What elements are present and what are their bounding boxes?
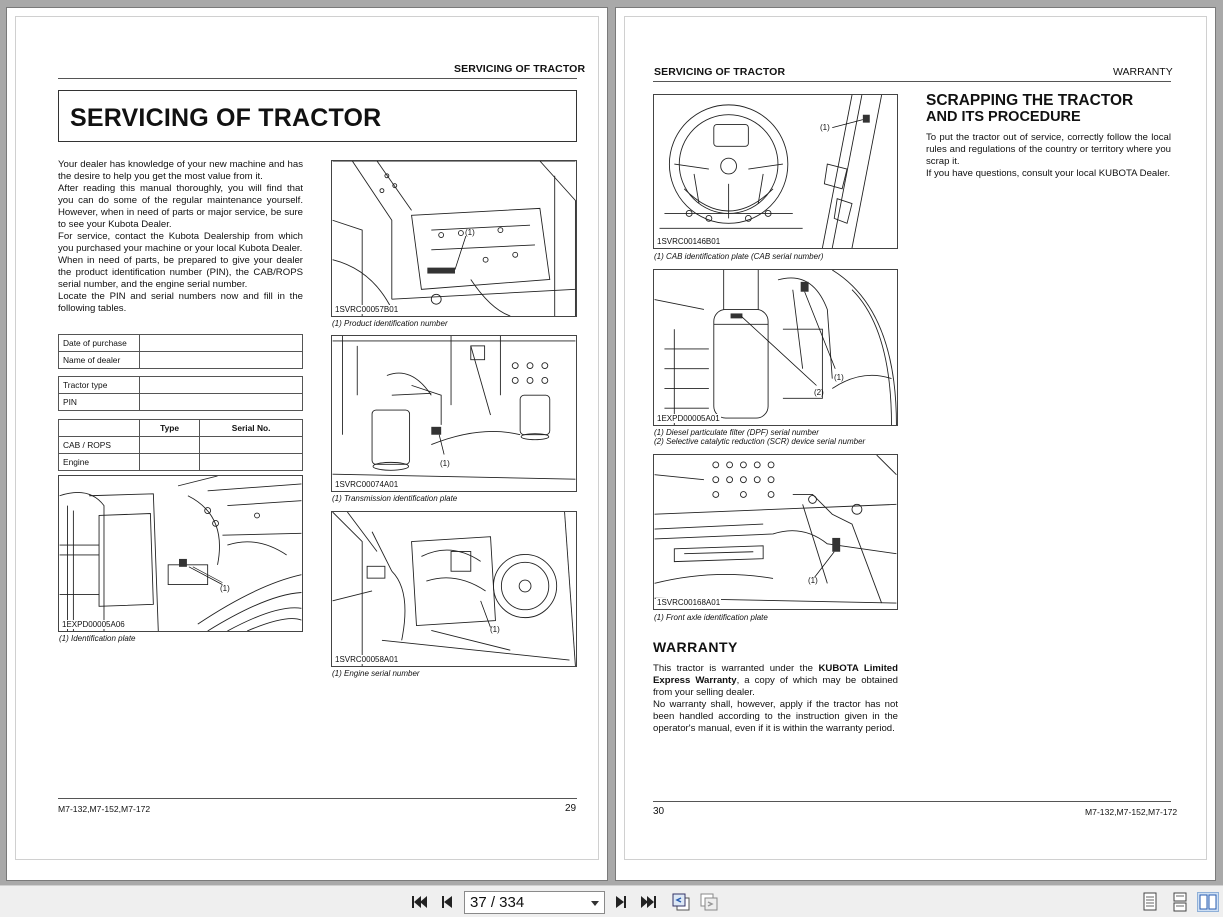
paragraph: If you have questions, consult your local KUBOTA Dealer. — [926, 168, 1171, 179]
page-29 — [6, 7, 608, 881]
paragraph: After reading this manual thoroughly, you will find that you can do some of the regular maintenance yourself. However, when in need of parts or major service, be sure to see your Kubota Dealer. — [58, 183, 303, 230]
table-cell[interactable] — [140, 335, 303, 352]
figure-code: 1SVRC00168A01 — [657, 598, 721, 607]
intro-text — [58, 159, 303, 315]
paragraph: When in need of parts, be prepared to give your dealer the product identification number (PIN), the CAB/ROPS serial number, and the engine serial number. — [58, 255, 303, 290]
text-run-bold: KUBOTA Limited Express Warranty — [653, 663, 898, 686]
paragraph: No warranty shall, however, apply if the tractor has not been handled according to the instruction given in the operator's manual, even if it is within the warranty period. — [653, 699, 898, 734]
footer-model: M7-132,M7-152,M7-172 — [58, 804, 151, 814]
figure-code: 1SVRC00058A01 — [335, 655, 399, 664]
table-label: Name of dealer — [59, 352, 140, 369]
callout-label: (1) — [440, 459, 450, 468]
footer-rule — [58, 798, 577, 799]
table-label: Date of purchase — [59, 335, 140, 352]
two-page-view-icon[interactable] — [1197, 892, 1219, 912]
figure-engine-serial — [331, 511, 577, 667]
serial-table — [58, 419, 303, 471]
table-header: Type — [140, 420, 200, 437]
running-head: SERVICING OF TRACTOR — [654, 66, 786, 78]
table-cell[interactable] — [140, 454, 200, 471]
callout-label: (1) — [490, 625, 500, 634]
paragraph — [653, 663, 898, 699]
chevron-down-icon — [591, 901, 599, 906]
back-view-icon[interactable] — [670, 892, 692, 912]
scrapping-heading-line: SCRAPPING THE TRACTOR — [926, 92, 1134, 109]
figure-caption: (1) Product identification number — [332, 319, 448, 328]
footer-model: M7-132,M7-152,M7-172 — [1085, 807, 1178, 817]
table-cell[interactable] — [200, 437, 303, 454]
figure-front-axle — [653, 454, 898, 610]
page-number-select[interactable] — [464, 891, 605, 914]
callout-label: (1) — [220, 584, 230, 593]
figure-caption: (1) Transmission identification plate — [332, 494, 458, 503]
figure-dpf-scr — [653, 269, 898, 426]
figure-cab-plate — [653, 94, 898, 249]
figure-code: 1SVRC00074A01 — [335, 480, 399, 489]
warranty-heading: WARRANTY — [653, 639, 738, 655]
figure-caption: (2) Selective catalytic reduction (SCR) device serial number — [654, 437, 866, 446]
table-cell[interactable] — [140, 394, 303, 411]
callout-label: (1) — [808, 576, 818, 585]
purchase-table — [58, 334, 303, 369]
figure-caption: (1) Engine serial number — [332, 669, 420, 678]
bottom-toolbar — [0, 885, 1223, 917]
page-number: 29 — [565, 803, 577, 814]
line-drawing-icon — [654, 270, 897, 425]
footer-rule — [653, 801, 1171, 802]
figure-code: 1SVRC00146B01 — [657, 237, 721, 246]
header-rule — [58, 78, 577, 79]
table-header: Serial No. — [200, 420, 303, 437]
figure-caption: (1) Identification plate — [59, 634, 136, 643]
paragraph: Your dealer has knowledge of your new machine and has the desire to help you get the most value from it. — [58, 159, 303, 182]
page-title: SERVICING OF TRACTOR — [70, 104, 382, 132]
table-cell[interactable] — [140, 377, 303, 394]
text-run: , a copy of which may be obtained from your selling dealer. — [653, 675, 899, 698]
figure-code: 1SVRC00057B01 — [335, 305, 399, 314]
figure-transmission-plate — [331, 335, 577, 492]
callout-label: (1) — [820, 123, 830, 132]
title-box — [58, 90, 577, 142]
figure-caption: (1) CAB identification plate (CAB serial number) — [654, 252, 824, 261]
running-head-section: WARRANTY — [1113, 66, 1173, 78]
line-drawing-icon — [654, 95, 897, 248]
callout-label: (1) — [834, 373, 844, 382]
forward-view-icon[interactable] — [698, 892, 720, 912]
figure-product-id — [331, 160, 577, 317]
page-30 — [615, 7, 1216, 881]
table-label: CAB / ROPS — [59, 437, 140, 454]
first-page-icon[interactable] — [408, 892, 430, 912]
figure-caption: (1) Front axle identification plate — [654, 613, 768, 622]
table-label: Tractor type — [59, 377, 140, 394]
line-drawing-icon — [654, 455, 897, 609]
figure-caption: (1) Diesel particulate filter (DPF) serial number — [654, 428, 819, 437]
last-page-icon[interactable] — [638, 892, 660, 912]
callout-label: (2) — [814, 388, 824, 397]
previous-page-icon[interactable] — [436, 892, 458, 912]
continuous-view-icon[interactable] — [1169, 892, 1191, 912]
tractor-table — [58, 376, 303, 411]
next-page-icon[interactable] — [610, 892, 632, 912]
paragraph: To put the tractor out of service, correctly follow the local rules and regulations of the country or territory where you scrap it. — [926, 132, 1171, 167]
callout-label: (1) — [465, 228, 475, 237]
line-drawing-icon — [59, 476, 302, 631]
scrapping-heading — [926, 92, 1133, 126]
scrapping-heading-line: AND ITS PROCEDURE — [926, 109, 1081, 125]
line-drawing-icon — [332, 512, 576, 666]
table-cell[interactable] — [200, 454, 303, 471]
page-number: 30 — [653, 806, 665, 817]
line-drawing-icon — [332, 161, 576, 316]
table-cell[interactable] — [140, 437, 200, 454]
table-label: Engine — [59, 454, 140, 471]
warranty-text — [653, 663, 898, 735]
paragraph: For service, contact the Kubota Dealership from which you purchased your machine or your local Kubota Dealer. — [58, 231, 303, 254]
table-header — [59, 420, 140, 437]
figure-code: 1EXPD00005A01 — [657, 414, 720, 423]
figure-identification-plate — [58, 475, 303, 632]
text-run: This tractor is warranted under the — [653, 663, 819, 674]
line-drawing-icon — [332, 336, 576, 491]
single-page-view-icon[interactable] — [1139, 892, 1161, 912]
header-rule — [653, 81, 1171, 82]
table-label: PIN — [59, 394, 140, 411]
page-indicator: 37 / 334 — [470, 894, 525, 911]
scrapping-text — [926, 132, 1171, 180]
table-cell[interactable] — [140, 352, 303, 369]
running-head: SERVICING OF TRACTOR — [454, 63, 586, 75]
figure-code: 1EXPD00005A06 — [62, 620, 125, 629]
paragraph: Locate the PIN and serial numbers now and fill in the following tables. — [58, 291, 303, 314]
